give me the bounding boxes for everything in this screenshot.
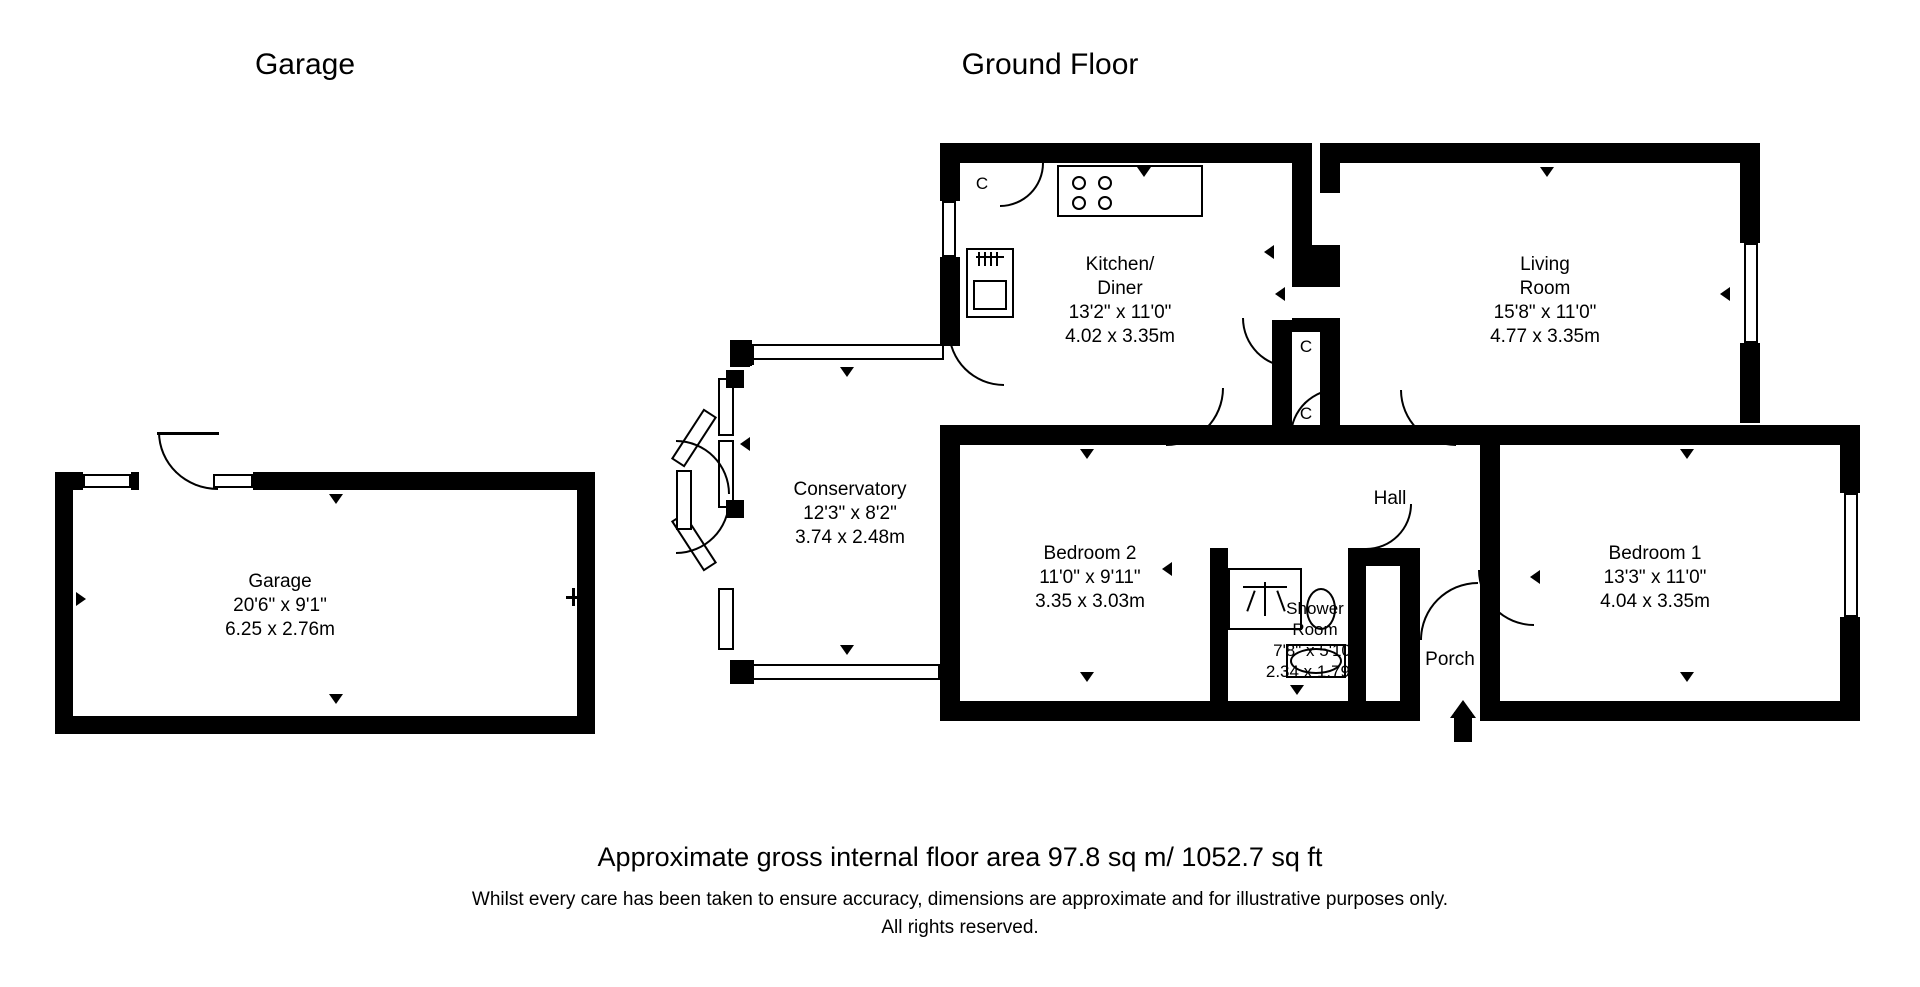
disclaimer-line-2: All rights reserved. bbox=[881, 917, 1039, 938]
wall-tick bbox=[76, 592, 86, 606]
wall-tick bbox=[329, 694, 343, 704]
hob-burner-icon bbox=[1072, 176, 1086, 190]
wall-tick bbox=[840, 645, 854, 655]
closet-marker-hall-upper: C bbox=[1299, 337, 1313, 356]
door-arc-porch bbox=[1420, 582, 1478, 640]
door-arc-conservatory-exterior-2 bbox=[676, 500, 730, 554]
wall-tick bbox=[329, 494, 343, 504]
room-label-garage: Garage 20'6" x 9'1" 6.25 x 2.76m bbox=[225, 571, 335, 640]
wall-tick bbox=[1275, 287, 1285, 301]
wall-tick bbox=[1530, 570, 1540, 584]
hob-burner-icon bbox=[1098, 196, 1112, 210]
ground-floor-title: Ground Floor bbox=[961, 48, 1139, 81]
wall-tick bbox=[1264, 245, 1274, 259]
hob-burner-icon bbox=[1072, 196, 1086, 210]
room-label-living-room: Living Room 15'8" x 11'0" 4.77 x 3.35m bbox=[1490, 254, 1600, 347]
wall-tick bbox=[840, 367, 854, 377]
wall-tick bbox=[1137, 167, 1151, 177]
wall-tick bbox=[1080, 672, 1094, 682]
door-arc-closet-kitchen bbox=[1000, 163, 1044, 207]
entrance-arrow bbox=[1450, 700, 1476, 718]
room-label-conservatory: Conservatory 12'3" x 8'2" 3.74 x 2.48m bbox=[793, 479, 907, 548]
hob-burner-icon bbox=[1098, 176, 1112, 190]
room-label-bedroom-1: Bedroom 1 13'3" x 11'0" 4.04 x 3.35m bbox=[1600, 543, 1710, 612]
disclaimer-line-1: Whilst every care has been taken to ensure accuracy, dimensions are approximate and for illustrative purposes only. bbox=[471, 889, 1449, 910]
closet-marker-hall-lower: C bbox=[1299, 404, 1313, 423]
room-label-bedroom-2: Bedroom 2 11'0" x 9'11" 3.35 x 3.03m bbox=[1035, 543, 1145, 612]
room-label-shower-room: Shower Room 7'8" x 5'10" 2.34 x 1.79m bbox=[1265, 599, 1365, 681]
wall-tick bbox=[1540, 167, 1554, 177]
wall-tick bbox=[740, 437, 750, 451]
room-label-hall: Hall bbox=[1373, 488, 1407, 509]
room-label-kitchen-diner: Kitchen/ Diner 13'2" x 11'0" 4.02 x 3.35m bbox=[1065, 254, 1175, 347]
wall-tick bbox=[572, 588, 575, 606]
wall-tick bbox=[1080, 449, 1094, 459]
room-label-porch: Porch bbox=[1425, 649, 1475, 670]
wall-tick bbox=[1680, 449, 1694, 459]
door-arc-conservatory bbox=[948, 330, 1004, 386]
door-arc-closet-hall-upper bbox=[1242, 318, 1292, 368]
wall-tick bbox=[1680, 672, 1694, 682]
wall-tick bbox=[1290, 685, 1304, 695]
wall-tick bbox=[1720, 287, 1730, 301]
closet-marker-kitchen: C bbox=[975, 174, 989, 193]
garage-title: Garage bbox=[254, 48, 356, 81]
floor-area-text: Approximate gross internal floor area 97.8 sq m/ 1052.7 sq ft bbox=[597, 842, 1323, 872]
garage-door-arc bbox=[158, 432, 218, 490]
